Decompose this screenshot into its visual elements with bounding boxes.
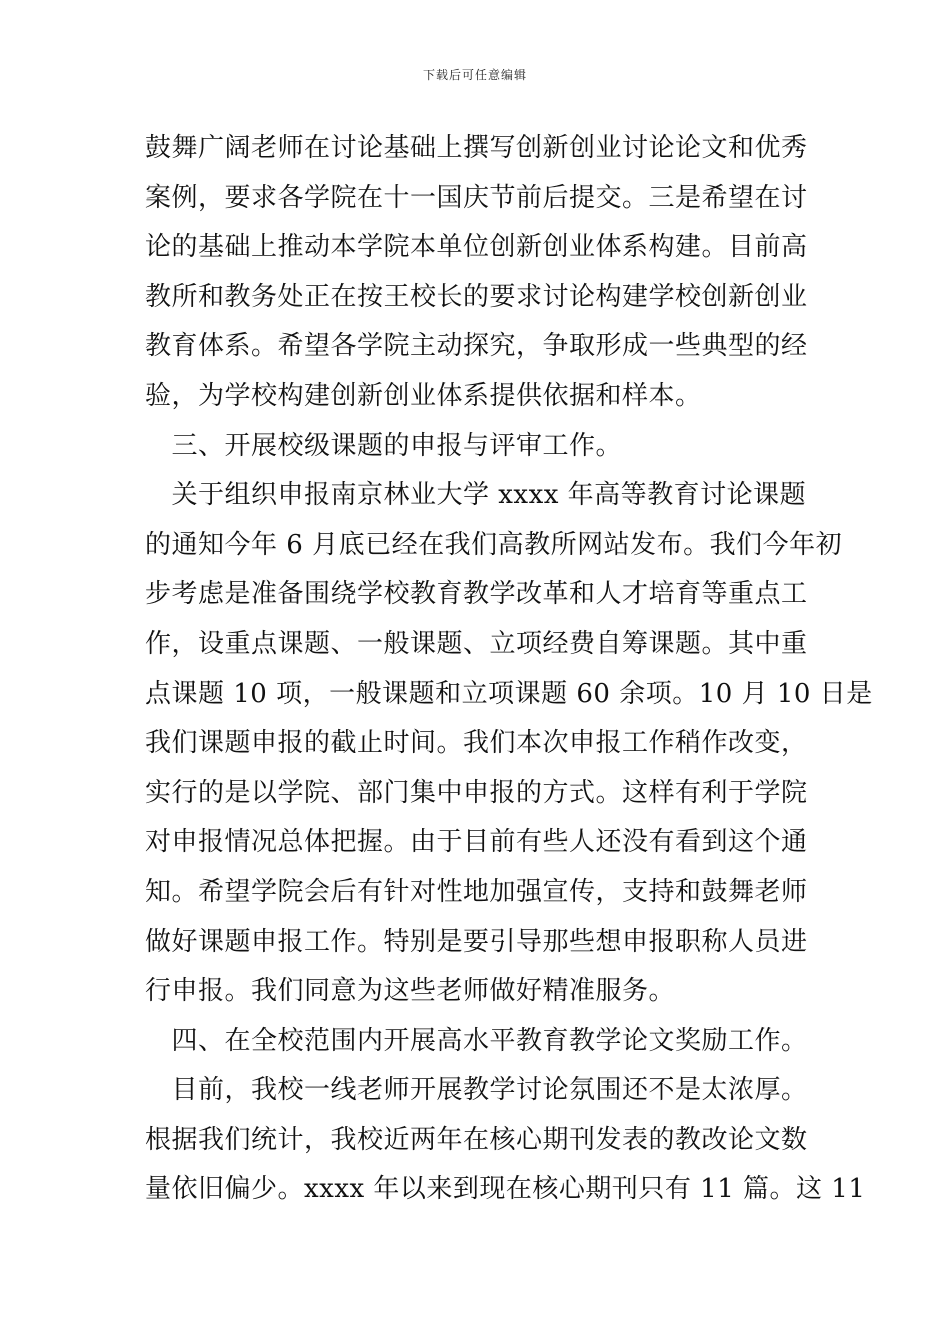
text-line: 做好课题申报工作。特别是要引导那些想申报职称人员进	[145, 926, 808, 957]
text-line: 根据我们统计，我校近两年在核心期刊发表的教改论文数	[145, 1124, 808, 1155]
section-heading-3: 三、开展校级课题的申报与评审工作。	[145, 430, 623, 461]
text-line: 对申报情况总体把握。由于目前有些人还没有看到这个通	[145, 827, 808, 858]
text-line: 量依旧偏少。xxxx 年以来到现在核心期刊只有 11 篇。这 11	[145, 1174, 866, 1205]
text-line: 目前，我校一线老师开展教学讨论氛围还不是太浓厚。	[145, 1075, 808, 1106]
text-line: 教育体系。希望各学院主动探究，争取形成一些典型的经	[145, 331, 808, 362]
page-header: 下载后可任意编辑	[422, 68, 527, 82]
document-body	[145, 124, 873, 1215]
text-line: 行申报。我们同意为这些老师做好精准服务。	[145, 976, 676, 1007]
text-line: 我们课题申报的截止时间。我们本次申报工作稍作改变，	[145, 728, 808, 759]
text-line: 知。希望学院会后有针对性地加强宣传，支持和鼓舞老师	[145, 876, 808, 907]
text-line: 关于组织申报南京林业大学 xxxx 年高等教育讨论课题	[145, 480, 807, 511]
text-line: 验，为学校构建创新创业体系提供依据和样本。	[145, 380, 702, 411]
text-line: 的通知今年 6 月底已经在我们高教所网站发布。我们今年初	[145, 529, 843, 560]
text-line: 鼓舞广阔老师在讨论基础上撰写创新创业讨论论文和优秀	[145, 133, 808, 163]
section-heading-4: 四、在全校范围内开展高水平教育教学论文奖励工作。	[145, 1025, 808, 1056]
text-line: 步考虑是准备围绕学校教育教学改革和人才培育等重点工	[145, 579, 808, 610]
text-line: 论的基础上推动本学院本单位创新创业体系构建。目前高	[145, 232, 808, 263]
text-line: 案例，要求各学院在十一国庆节前后提交。三是希望在讨	[145, 182, 808, 213]
text-line: 点课题 10 项，一般课题和立项课题 60 余项。10 月 10 日是	[145, 678, 873, 709]
text-line: 实行的是以学院、部门集中申报的方式。这样有利于学院	[145, 777, 808, 808]
text-line: 教所和教务处正在按王校长的要求讨论构建学校创新创业	[145, 281, 808, 312]
text-line: 作，设重点课题、一般课题、立项经费自筹课题。其中重	[145, 628, 808, 659]
